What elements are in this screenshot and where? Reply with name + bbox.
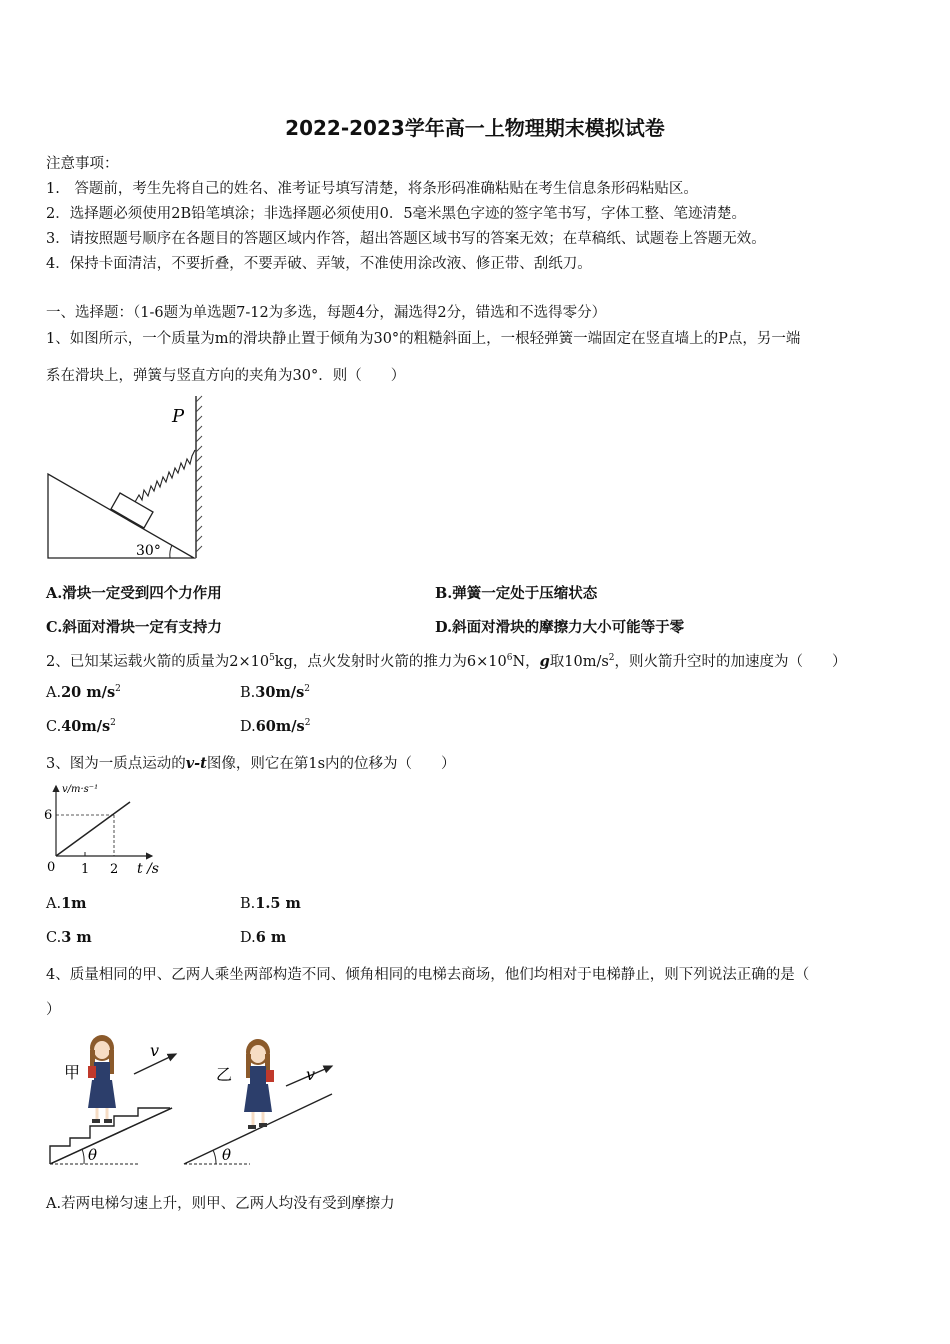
q4-stem-line1: 4、质量相同的甲、乙两人乘坐两部构造不同、倾角相同的电梯去商场，他们均相对于电梯静止，则下列说法正确的是（ (46, 967, 810, 983)
q2-option-d[interactable] (240, 718, 310, 735)
q2-option-a-sup: 2 (115, 684, 121, 695)
q4-label-yi: 乙 (216, 1065, 233, 1084)
q4-stem-line2: ） (46, 1002, 61, 1018)
q3-stem-part-a: 3、图为一质点运动的 (46, 756, 186, 772)
q3-y-tick-6: 6 (44, 808, 53, 823)
q2-stem-part-d: 取10m/s (549, 654, 609, 670)
q4-velocity-right: v (306, 1065, 316, 1084)
q3-stem-part-b: 图像，则它在第1s内的位移为（ ） (206, 756, 456, 772)
q1-stem-line1: 1、如图所示，一个质量为m的滑块静止置于倾角为30°的粗糙斜面上，一根轻弹簧一端固定在竖直墙上的P点，另一端 (46, 331, 801, 347)
q2-option-b-prefix: B. (240, 685, 256, 701)
q1-incline-figure (44, 392, 214, 564)
q2-option-c[interactable] (46, 718, 116, 735)
q3-stem (46, 752, 456, 773)
q1-option-a[interactable]: A.滑块一定受到四个力作用 (46, 585, 222, 602)
page-title: 2022-2023学年高一上物理期末模拟试卷 (285, 116, 665, 140)
q1-point-p-label: P (172, 406, 185, 427)
q4-person-yi (244, 1039, 274, 1129)
q3-origin-label: 0 (47, 860, 56, 875)
q2-stem-part-e: ，则火箭升空时的加速度为（ ） (614, 654, 847, 670)
q1-angle-label: 30° (136, 543, 161, 559)
q2-option-b-sup: 2 (304, 684, 310, 695)
q3-x-tick-1: 1 (81, 862, 90, 877)
q4-elevator-figure (44, 1028, 344, 1170)
q2-stem-part-c: N， (512, 654, 540, 670)
notice-heading: 注意事项： (46, 156, 119, 172)
q3-option-a[interactable] (46, 895, 87, 912)
q2-option-c-prefix: C. (46, 719, 62, 735)
q3-x-tick-2: 2 (110, 862, 119, 877)
q3-y-axis-label: v/m·s⁻¹ (62, 784, 99, 795)
q2-option-b-value: 30m/s (255, 684, 305, 701)
q4-theta-right: θ (222, 1146, 232, 1164)
q4-velocity-left: v (150, 1041, 160, 1060)
q2-option-b[interactable] (240, 684, 310, 701)
q3-option-a-value: 1m (61, 895, 87, 912)
notice-item-4: 4．保持卡面清洁，不要折叠，不要弄破、弄皱，不准使用涂改液、修正带、刮纸刀。 (46, 256, 592, 272)
section-heading: 一、选择题：（1-6题为单选题7-12为多选，每题4分，漏选得2分，错选和不选得零分） (46, 305, 607, 321)
q1-option-b[interactable]: B.弹簧一定处于压缩状态 (435, 585, 598, 602)
q2-stem-g: g (539, 653, 550, 670)
q2-exp-g: 2 (608, 653, 615, 664)
q2-option-a-value: 20 m/s (61, 684, 116, 701)
notice-item-2: 2．选择题必须使用2B铅笔填涂；非选择题必须使用0．5毫米黑色字迹的签字笔书写，字体工整、笔迹清楚。 (46, 206, 747, 222)
q2-exp-mass: 5 (269, 653, 275, 664)
notice-item-1: 1. 答题前，考生先将自己的姓名、准考证号填写清楚，将条形码准确粘贴在考生信息条形码粘贴区。 (46, 181, 698, 197)
q3-option-c-prefix: C. (46, 930, 62, 946)
q3-option-d-value: 6 m (255, 929, 287, 946)
q3-option-c[interactable] (46, 929, 92, 946)
q2-option-a[interactable] (46, 684, 121, 701)
q2-option-d-value: 60m/s (255, 718, 305, 735)
notice-item-3: 3．请按照题号顺序在各题目的答题区域内作答，超出答题区域书写的答案无效；在草稿纸、试题卷上答题无效。 (46, 231, 766, 247)
q3-option-d[interactable] (240, 929, 286, 946)
q3-option-b-prefix: B. (240, 896, 256, 912)
q3-option-d-prefix: D. (240, 930, 256, 946)
q3-x-axis-label: t /s (137, 861, 159, 877)
q4-person-jia (88, 1035, 116, 1123)
q2-stem-part-b: kg，点火发射时火箭的推力为6×10 (274, 654, 507, 670)
q4-theta-left: θ (88, 1146, 98, 1164)
q3-stem-vt: v-t (185, 755, 207, 772)
q2-exp-thrust: 6 (506, 653, 513, 664)
q3-option-b[interactable] (240, 895, 301, 912)
q3-option-a-prefix: A. (46, 896, 62, 912)
q3-vt-graph (44, 778, 174, 880)
q4-label-jia: 甲 (64, 1063, 81, 1082)
q2-option-c-value: 40m/s (61, 718, 111, 735)
q1-option-c[interactable]: C.斜面对滑块一定有支持力 (46, 619, 222, 636)
q3-option-b-value: 1.5 m (255, 895, 301, 912)
q2-stem (46, 650, 847, 671)
q4-option-a[interactable]: A.若两电梯匀速上升，则甲、乙两人均没有受到摩擦力 (46, 1196, 395, 1212)
q2-option-d-prefix: D. (240, 719, 256, 735)
q2-option-d-sup: 2 (304, 718, 311, 729)
q1-option-d[interactable]: D.斜面对滑块的摩擦力大小可能等于零 (435, 619, 685, 636)
q1-stem-line2: 系在滑块上，弹簧与竖直方向的夹角为30°．则（ ） (46, 368, 406, 384)
q2-option-a-prefix: A. (46, 685, 62, 701)
q2-stem-part-a: 2、已知某运载火箭的质量为2×10 (46, 654, 270, 670)
q2-option-c-sup: 2 (110, 718, 116, 729)
q3-option-c-value: 3 m (61, 929, 92, 946)
